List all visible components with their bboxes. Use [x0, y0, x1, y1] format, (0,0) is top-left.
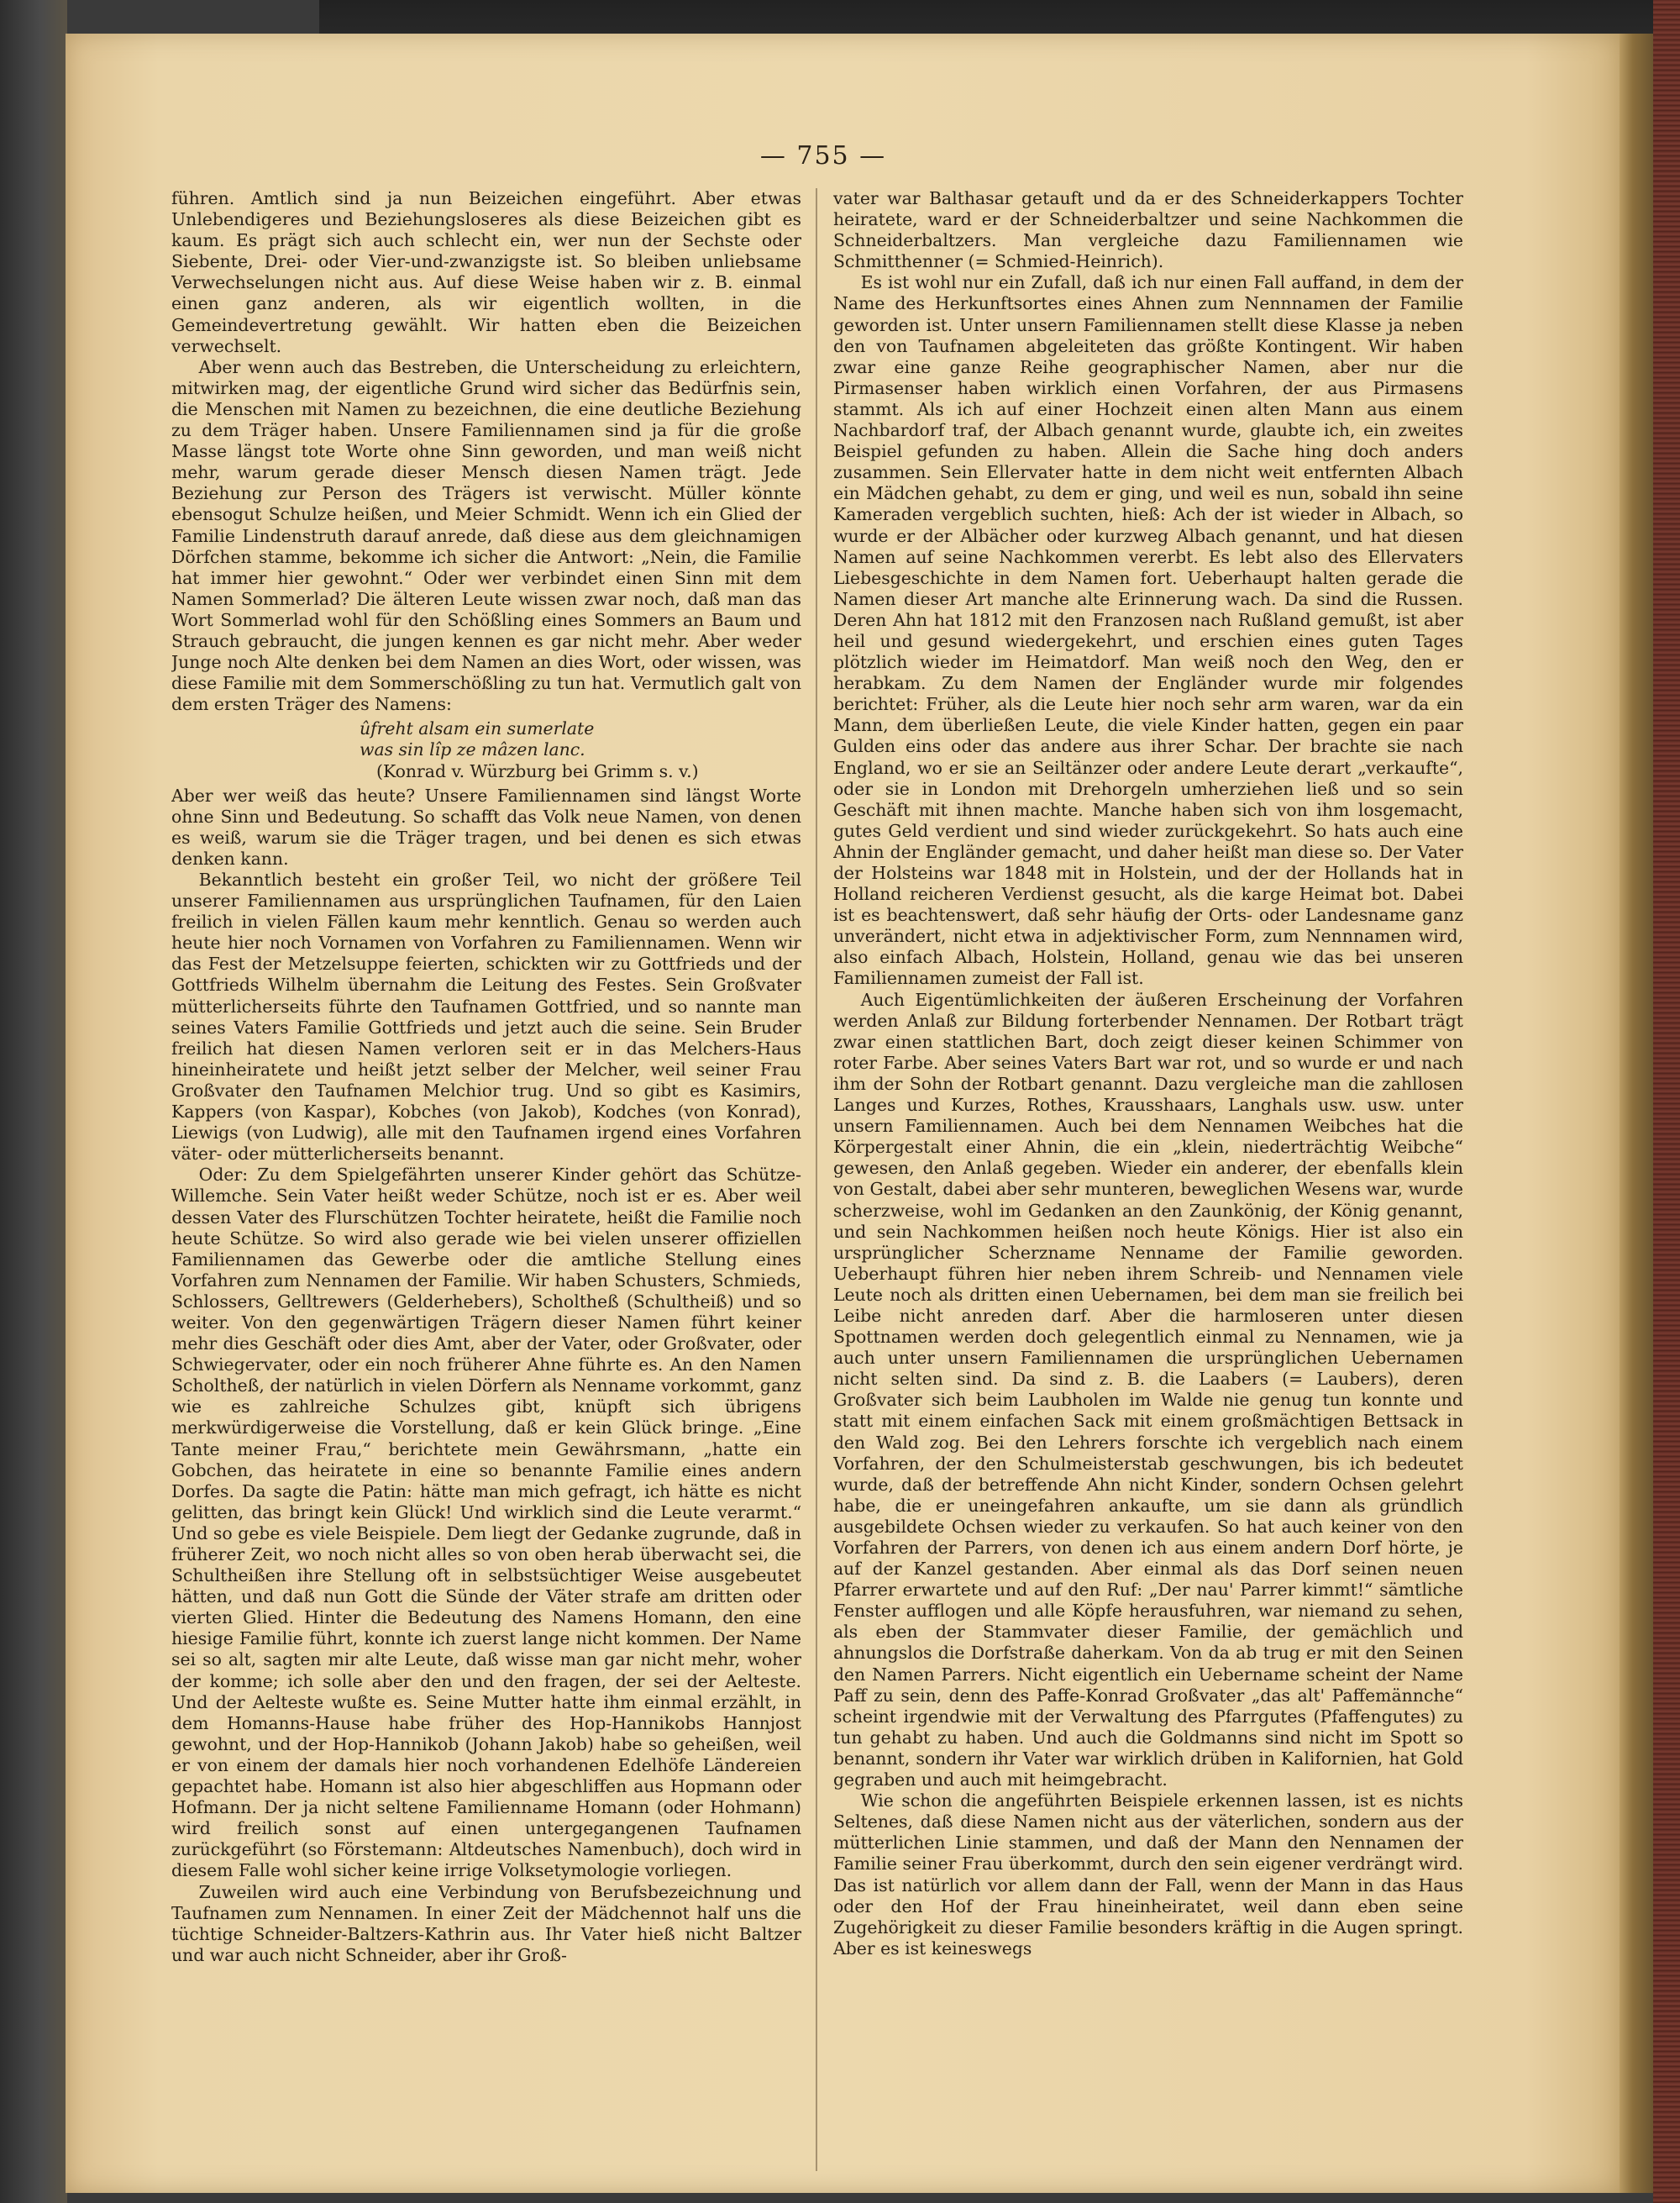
page-edge — [1620, 34, 1653, 2193]
left-column — [171, 188, 801, 2171]
poem-line: ûfreht alsam ein sumerlate — [360, 718, 595, 739]
paragraph: Wie schon die angeführten Beispiele erkennen lassen, ist es nichts Seltenes, daß diese Namen nicht aus der väterlichen, sondern aus der mütterlichen Linie stammen, und daß der Mann den Nennamen der Familie seiner Frau überkommt, durch den sein eigener verdrängt wird. Das ist natürlich vor allem dann der Fall, wenn der Mann in das Haus oder den Hof der Frau hineinheiratet, weil dann eben seine Zugehörigkeit zu dieser Familie besonders kräftig in die Augen springt. Aber es ist keineswegs — [833, 1790, 1463, 1959]
paragraph: Auch Eigentümlichkeiten der äußeren Erscheinung der Vorfahren werden Anlaß zur Bildung forterbender Nennamen. Der Rotbart trägt zwar einen stattlichen Bart, doch zeigt dieser keinen Schimmer von roter Farbe. Aber seines Vaters Bart war rot, und so wurde er und nach ihm der Sohn der Rotbart genannt. Dazu vergleiche man die zahllosen Langes und Kurzes, Rothes, Krausshaars, Langhals usw. usw. unter unsern Familiennamen. Auch bei dem Nennamen Weibches hat die Körpergestalt einer Ahnin, die ein „klein, niederträchtig Weibche“ gewesen, den Anlaß gegeben. Wieder ein anderer, der ebenfalls klein von Gestalt, dabei aber sehr munteren, beweglichen Wesens war, wurde scherzweise, wohl im Gedanken an den Zaunkönig, der König genannt, und sein Nachkommen heißen noch heute Königs. Hier ist also ein ursprünglicher Scherzname Nenname der Familie geworden. Ueberhaupt führen hier neben ihrem Schreib- und Nennamen viele Leute noch als dritten einen Uebernamen, bei dem man sie freilich bei Leibe nicht anreden darf. Aber die harmloseren unter diesen Spottnamen werden doch gelegentlich einmal zu Nennamen, wie ja auch unter unsern Familiennamen die ursprünglichen Uebernamen nicht selten sind. Da sind z. B. die Laabers (= Laubers), deren Großvater sich beim Laubholen im Walde nie genug tun konnte und statt mit einem einfachen Sack mit einem großmächtigen Bettsack in den Wald zog. Bei den Lehrers forschte ich vergeblich nach einem Vorfahren, der den Schulmeisterstab geschwungen, bis ich bedeutet wurde, daß der betreffende Ahn nicht Kinder, sondern Ochsen gelehrt habe, die er uneingefahren ankaufte, um sie dann als gründlich ausgebildete Ochsen wieder zu verkaufen. So hat auch keiner von den Vorfahren der Parrers, von denen ich aus einem andern Dorf hörte, je auf der Kanzel gestanden. Aber einmal als das Dorf seinen neuen Pfarrer erwartete und auf den Ruf: „Der nau' Parrer kimmt!“ sämtliche Fenster aufflogen und alle Köpfe herausfuhren, war niemand zu sehen, als eben der Stammvater dieser Familie, der gemächlich und ahnungslos die Dorfstraße daherkam. Von da ab trug er mit den Seinen den Namen Parrers. Nicht eigentlich ein Uebername scheint der Name Paff zu sein, denn des Paffe-Konrad Großvater „das alt' Paffemännche“ scheint irgendwie mit der Verwaltung des Pfarrgutes (Pfaffengutes) zu tun gehabt zu haben. Und auch die Goldmanns sind nicht im Spott so benannt, sondern ihr Vater war wirklich drüben in Kalifornien, hat Gold gegraben und auch mit heimgebracht. — [833, 989, 1463, 1790]
paragraph: Bekanntlich besteht ein großer Teil, wo nicht der größere Teil unserer Familiennamen aus ursprünglichen Taufnamen, für den Laien freilich in vielen Fällen kaum mehr kenntlich. Genau so werden auch heute hier noch Vornamen von Vorfahren zu Familiennamen. Wenn wir das Fest der Metzelsuppe feierten, schickten wir zu Gottfrieds und der Gottfrieds Wilhelm übernahm die Leitung des Festes. Sein Großvater mütterlicherseits führte den Taufnamen Gottfried, und so nannte man seines Vaters Familie Gottfrieds und jetzt auch die seine. Sein Bruder freilich hat diesen Namen verloren seit er in das Melchers-Haus hineinheiratete und heißt jetzt selber der Melcher, weil seiner Frau Großvater den Taufnamen Melchior trug. Und so gibt es Kasimirs, Kappers (von Kaspar), Kobches (von Jakob), Kodches (von Konrad), Liewigs (von Ludwig), alle mit den Taufnamen irgend eines Vorfahren väter- oder mütterlicherseits benannt. — [171, 870, 801, 1165]
paragraph: Zuweilen wird auch eine Verbindung von Berufsbezeichnung und Taufnamen zum Nennamen. In einer Zeit der Mädchennot half uns die tüchtige Schneider-Baltzers-Kathrin aus. Ihr Vater hieß nicht Baltzer und war auch nicht Schneider, aber ihr Groß- — [171, 1881, 801, 1965]
poem-line: was sin lîp ze mâzen lanc. — [360, 739, 585, 760]
paragraph: Es ist wohl nur ein Zufall, daß ich nur einen Fall auffand, in dem der Name des Herkunftsortes eines Ahnen zum Nennnamen der Familie geworden ist. Unter unsern Familiennamen stellt diese Klasse ja neben den von Taufnamen abgeleiteten das größte Kontingent. Wir haben zwar eine ganze Reihe geographischer Namen, aber nur die Pirmasenser haben wirklich einen Vorfahren, der aus Pirmasens stammt. Als ich auf einer Hochzeit einen alten Mann aus einem Nachbardorf traf, der Albach genannt wurde, glaubte ich, ein zweites Beispiel gefunden zu haben. Allein die Sache hing doch anders zusammen. Sein Ellervater hatte in dem nicht weit entfernten Albach ein Mädchen gehabt, zu dem er ging, und weil es nun, sobald ihn seine Kameraden vergeblich suchten, hieß: Ach der ist wieder in Albach, so wurde er der Albächer oder kurzweg Albach genannt, und hat diesen Namen auf seine Nachkommen vererbt. Es lebt also des Ellervaters Liebesgeschichte in dem Namen fort. Ueberhaupt halten gerade die Namen dieser Art manche alte Erinnerung wach. Da sind die Russen. Deren Ahn hat 1812 mit den Franzosen nach Rußland gemußt, ist aber heil und gesund wiedergekehrt, und erschien eines guten Tages plötzlich wieder im Heimatdorf. Man weiß noch den Weg, den er herabkam. Zu dem Namen der Engländer wurde mir folgendes berichtet: Früher, als die Leute hier noch sehr arm waren, war da ein Mann, dem überließen Leute, die viele Kinder hatten, gegen ein paar Gulden eins oder das andere aus ihrer Schar. Der brachte sie nach England, wo er sie an Seiltänzer oder andere Leute derart „verkaufte“, oder sie in London mit Drehorgeln umherziehen ließ und so sein Geschäft mit ihnen machte. Manche haben sich von ihm losgemacht, gutes Geld verdient und sind wieder zurückgekehrt. So hats auch eine Ahnin der Engländer gemacht, und daher heißt man diese so. Der Vater der Holsteins war 1848 mit in Holstein, und der der Hollands hat in Holland reicheren Verdienst gesucht, als die karge Heimat bot. Dabei ist es beachtenswert, daß sehr häufig der Orts- oder Landesname ganz unverändert, nicht etwa in adjektivischer Form, zum Nennnamen wird, also einfach Albach, Holstein, Holland, genau wie das bei unseren Familiennamen zumeist der Fall ist. — [833, 272, 1463, 989]
paragraph: Oder: Zu dem Spielgefährten unserer Kinder gehört das Schütze-Willemche. Sein Vater heißt weder Schütze, noch ist er es. Aber weil dessen Vater des Flurschützen Tochter heiratete, heißt die Familie noch heute Schütze. So wird also gerade wie bei vielen unserer offiziellen Familiennamen das Gewerbe oder die amtliche Stellung eines Vorfahren zum Nennamen der Familie. Wir haben Schusters, Schmieds, Schlossers, Gelltrewers (Gelderhebers), Scholtheß (Schultheiß) und so weiter. Von den gegenwärtigen Trägern dieser Namen führt keiner mehr dies Geschäft oder dies Amt, aber der Vater, oder Großvater, oder Schwiegervater, oder ein noch früherer Ahne führte es. An den Namen Scholtheß, der natürlich in vielen Dörfern als Nenname vorkommt, ganz wie es zahlreiche Schulzes gibt, knüpft sich übrigens merkwürdigerweise die Vorstellung, daß er kein Glück bringe. „Eine Tante meiner Frau,“ berichtete mein Gewährsmann, „hatte ein Gobchen, das heiratete in eine so benannte Familie eines andern Dorfes. Da sagte die Patin: hätte man mich gefragt, ich hätte es nicht gelitten, das bringt kein Glück! Und wirklich sind die Leute verarmt.“ Und so gebe es viele Beispiele. Dem liegt der Gedanke zugrunde, daß in früherer Zeit, wo noch nicht alles so von oben herab überwacht sei, die Schultheißen ihre Stellung oft in selbstsüchtiger Weise ausgebeutet hätten, und daß nun Gott die Sünde der Väter strafe am dritten oder vierten Glied. Hinter die Bedeutung des Namens Homann, den eine hiesige Familie führt, konnte ich zuerst lange nicht kommen. Der Name sei so alt, sagten mir alte Leute, daß wisse man gar nicht mehr, woher der komme; ich solle aber den und den fragen, der sei der Aelteste. Und der Aelteste wußte es. Seine Mutter hatte ihm einmal erzählt, in dem Homanns-Hause habe früher des Hop-Hannikobs Hannjost gewohnt, und der Hop-Hannikob (Johann Jakob) habe so geheißen, weil er von einem der damals hier noch vorhandenen Edelhöfe Ländereien gepachtet habe. Homann ist also hier abgeschliffen aus Hopmann oder Hofmann. Der ja nicht seltene Familienname Homann (oder Hohmann) wird freilich sonst auf einen untergegangenen Taufnamen zurückgeführt (so Förstemann: Altdeutsches Namenbuch), doch wird in diesem Falle wohl sicher keine irrige Volksetymologie vorliegen. — [171, 1165, 801, 1881]
paragraph: Aber wenn auch das Bestreben, die Unterscheidung zu erleichtern, mitwirken mag, der eigentliche Grund wird sicher das Bedürfnis sein, die Menschen mit Namen zu bezeichnen, die eine deutliche Beziehung zu dem Träger haben. Unsere Familiennamen sind ja für die große Masse längst tote Worte ohne Sinn geworden, und man weiß nicht mehr, warum gerade dieser Mensch diesen Namen trägt. Jede Beziehung zur Person des Trägers ist verwischt. Müller könnte ebensogut Schulze heißen, und Meier Schmidt. Wenn ich ein Glied der Familie Lindenstruth darauf anrede, daß diese aus dem gleichnamigen Dörfchen stamme, bekomme ich sicher die Antwort: „Nein, die Familie hat immer hier gewohnt.“ Oder wer verbindet einen Sinn mit dem Namen Sommerlad? Die älteren Leute wissen zwar noch, daß man das Wort Sommerlad wohl für den Schößling eines Sommers an Baum und Strauch gebraucht, die jungen kennen es gar nicht mehr. Aber weder Junge noch Alte denken bei dem Namen an dies Wort, oder wissen, was diese Familie mit dem Sommerschößling zu tun hat. Vermutlich galt von dem ersten Träger des Namens: — [171, 356, 801, 715]
right-column — [833, 188, 1463, 2171]
paragraph: vater war Balthasar getauft und da er des Schneiderkappers Tochter heiratete, ward er der Schneiderbaltzer und seine Nachkommen die Schneiderbaltzers. Man vergleiche dazu Familiennamen wie Schmitthenner (= Schmied-Heinrich). — [833, 188, 1463, 272]
scanner-board — [0, 0, 67, 2203]
page-number: — 755 — — [759, 141, 887, 171]
book-spine — [1653, 0, 1680, 2203]
paragraph: Aber wer weiß das heute? Unsere Familiennamen sind längst Worte ohne Sinn und Bedeutung. So schafft das Volk neue Namen, von denen es weiß, warum sie die Träger tragen, und bei denen es sich etwas denken kann. — [171, 785, 801, 869]
poem-citation: (Konrad v. Würzburg bei Grimm s. v.) — [376, 760, 699, 781]
column-divider — [816, 188, 817, 2171]
paragraph: führen. Amtlich sind ja nun Beizeichen eingeführt. Aber etwas Unlebendigeres und Beziehungsloseres als diese Beizeichen gibt es kaum. Es prägt sich auch schlecht ein, wer nun der Sechste oder Siebente, Drei- oder Vier-und-zwanzigste ist. So bleiben unliebsame Verwechselungen nicht aus. Auf diese Weise haben wir z. B. einmal einen ganz anderen, als wir eigentlich wollten, in die Gemeindevertretung gewählt. Wir hatten eben die Beizeichen verwechselt. — [171, 188, 801, 356]
poem-quote — [171, 718, 801, 781]
